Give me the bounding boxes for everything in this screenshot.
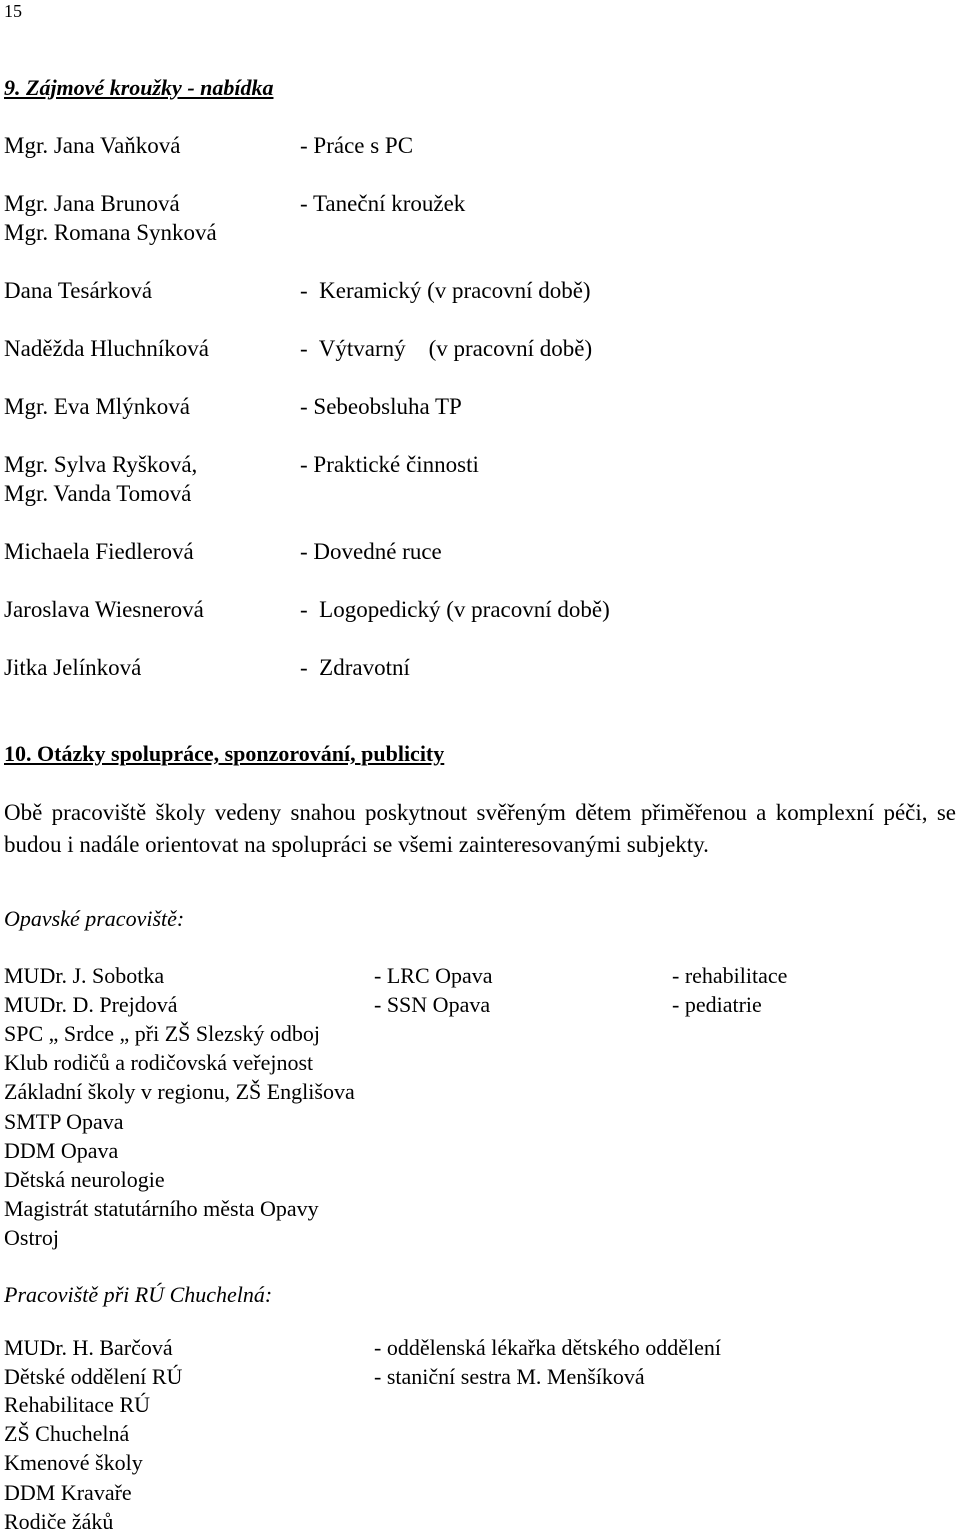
leader-name: Jaroslava Wiesnerová [4, 597, 204, 622]
contact-institution: - SSN Opava [374, 992, 491, 1017]
contact-name: MUDr. J. Sobotka [4, 963, 165, 988]
contact-role: - staniční sestra M. Menšíková [374, 1364, 645, 1389]
contact-name: Dětské oddělení RÚ [4, 1364, 183, 1389]
leader-name: Mgr. Sylva Ryšková, [4, 452, 198, 477]
club-name: - Logopedický (v pracovní době) [300, 597, 610, 622]
contact-field: - rehabilitace [672, 963, 788, 988]
list-item: Klub rodičů a rodičovská veřejnost [4, 1050, 314, 1076]
list-item: Rehabilitace RÚ [4, 1392, 151, 1417]
leader-name: Dana Tesárková [4, 278, 153, 303]
leader-name: Naděžda Hluchníková [4, 336, 210, 361]
club-name: - Dovedné ruce [300, 539, 442, 564]
leader-name: Mgr. Jana Brunová [4, 191, 180, 216]
list-item: Kmenové školy [4, 1450, 143, 1476]
club-name: - Taneční kroužek [300, 191, 466, 216]
contact-role: - oddělenská lékařka dětského oddělení [374, 1335, 721, 1360]
list-item: Rodiče žáků [4, 1508, 114, 1534]
club-name: - Práce s PC [300, 133, 414, 158]
leader-name: Mgr. Eva Mlýnková [4, 394, 190, 419]
leader-name: Jitka Jelínková [4, 655, 142, 680]
contact-institution: - LRC Opava [374, 963, 493, 988]
list-item: SPC „ Srdce „ při ZŠ Slezský odboj [4, 1021, 320, 1046]
club-name: - Praktické činnosti [300, 452, 479, 477]
page-number: 15 [4, 1, 22, 21]
opava-heading: Opavské pracoviště: [4, 906, 185, 931]
contact-field: - pediatrie [672, 992, 762, 1017]
list-item: ZŠ Chuchelná [4, 1421, 130, 1447]
chuchelna-partner-list [4, 1390, 150, 1536]
club-name: - Výtvarný (v pracovní době) [300, 336, 593, 361]
opava-partner-list [4, 1019, 355, 1253]
chuchelna-heading: Pracoviště při RÚ Chuchelná: [4, 1282, 273, 1307]
cooperation-paragraph: Obě pracoviště školy vedeny snahou poskytnout svěřeným dětem přiměřenou a komplexní péči, se budou i nadále orientovat na spolupráci se všemi zainteresovanými subjekty. [4, 800, 956, 857]
list-item: DDM Opava [4, 1137, 119, 1163]
list-item: SMTP Opava [4, 1108, 124, 1134]
section-9-heading: 9. Zájmové kroužky - nabídka [4, 75, 274, 100]
club-name: - Sebeobsluha TP [300, 394, 462, 419]
list-item: Ostroj [4, 1225, 59, 1251]
club-name: - Zdravotní [300, 655, 410, 680]
leader-name: Mgr. Romana Synková [4, 220, 217, 245]
list-item: DDM Kravaře [4, 1479, 132, 1505]
list-item: Magistrát statutárního města Opavy [4, 1196, 319, 1222]
club-name: - Keramický (v pracovní době) [300, 278, 591, 303]
section-10-heading: 10. Otázky spolupráce, sponzorování, publicity [4, 741, 445, 766]
leader-name: Mgr. Jana Vaňková [4, 133, 181, 158]
contact-name: MUDr. D. Prejdová [4, 992, 178, 1017]
list-item: Dětská neurologie [4, 1167, 165, 1193]
contact-name: MUDr. H. Barčová [4, 1335, 173, 1360]
leader-name: Mgr. Vanda Tomová [4, 481, 192, 506]
list-item: Základní školy v regionu, ZŠ Englišova [4, 1079, 355, 1105]
leader-name: Michaela Fiedlerová [4, 539, 194, 564]
